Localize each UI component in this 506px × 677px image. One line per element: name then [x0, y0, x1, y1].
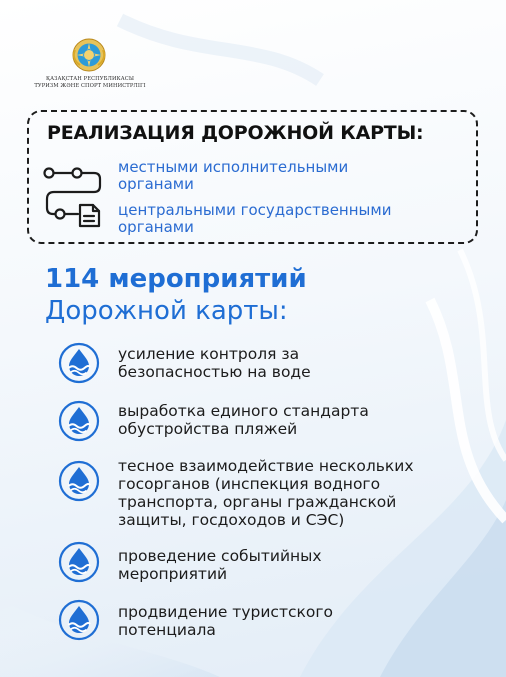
list-item-line: мероприятий — [118, 565, 228, 583]
list-item-line: выработка единого стандарта — [118, 402, 369, 420]
events-count-title: 114 мероприятий — [45, 264, 307, 294]
flow-diagram-icon — [42, 160, 108, 232]
events-subtitle: Дорожной карты: — [45, 296, 288, 326]
list-item-line: продвидение туристского — [118, 603, 333, 621]
list-item-line: тесное взаимодействие нескольких — [118, 457, 414, 475]
list-item — [118, 547, 478, 583]
water-drop-icon — [58, 342, 100, 384]
list-item-line: потенциала — [118, 621, 216, 639]
roadmap-title: РЕАЛИЗАЦИЯ ДОРОЖНОЙ КАРТЫ: — [47, 122, 424, 144]
ministry-name — [30, 76, 150, 90]
list-item-line: безопасностью на воде — [118, 363, 311, 381]
list-item-line: проведение событийных — [118, 547, 322, 565]
events-heading — [45, 263, 307, 327]
list-item-line: госорганов (инспекция водного — [118, 475, 381, 493]
list-item-line: усиление контроля за — [118, 345, 300, 363]
roadmap-item-line: органами — [118, 175, 194, 193]
list-item-line: транспорта, органы гражданской — [118, 493, 397, 511]
list-item — [118, 402, 478, 438]
roadmap-item-local — [118, 159, 348, 193]
list-item — [118, 457, 478, 529]
water-drop-icon — [58, 400, 100, 442]
list-item — [118, 345, 478, 381]
ministry-line-2: ТУРИЗМ ЖӘНЕ СПОРТ МИНИСТРЛІГІ — [34, 83, 146, 89]
water-drop-icon — [58, 599, 100, 641]
water-drop-icon — [58, 460, 100, 502]
roadmap-item-line: местными исполнительными — [118, 158, 349, 176]
list-item-line: защиты, госдоходов и СЭС) — [118, 511, 345, 529]
water-drop-icon — [58, 541, 100, 583]
list-item-line: обустройства пляжей — [118, 420, 298, 438]
state-emblem-icon — [72, 38, 106, 72]
list-item — [118, 603, 478, 639]
roadmap-item-line: органами — [118, 218, 194, 236]
roadmap-item-central — [118, 202, 391, 236]
roadmap-item-line: центральными государственными — [118, 201, 392, 219]
ministry-line-1: ҚАЗАҚСТАН РЕСПУБЛИКАСЫ — [45, 76, 135, 82]
